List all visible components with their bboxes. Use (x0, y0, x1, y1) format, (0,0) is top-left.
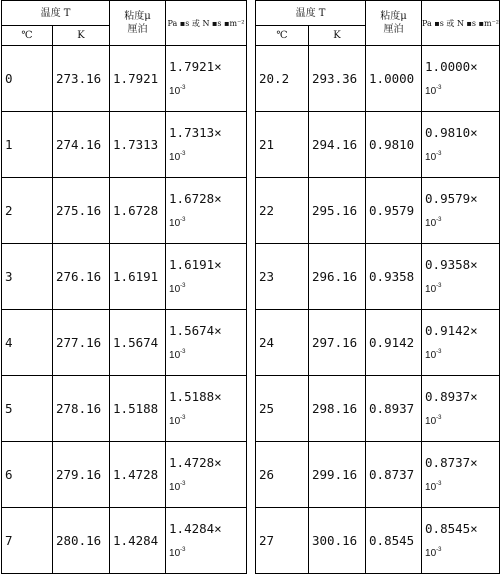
temperature-header: 温度 T (2, 1, 110, 26)
viscosity-cell: 0.8545 (366, 508, 422, 574)
celsius-cell: 4 (2, 310, 53, 376)
exponent-base: 10 (425, 349, 437, 361)
si-mantissa: 0.9358× (425, 256, 478, 272)
viscosity-unit: 厘泊 (383, 24, 404, 35)
si-exponent (166, 276, 246, 300)
si-value-cell (422, 178, 500, 244)
si-value-cell (166, 112, 247, 178)
si-value-cell (422, 112, 500, 178)
si-mantissa: 0.8937× (425, 388, 478, 404)
si-mantissa: 1.4284× (169, 520, 222, 536)
exponent-base: 10 (169, 151, 181, 163)
table-row (256, 244, 500, 310)
viscosity-cell: 0.9810 (366, 112, 422, 178)
exponent-base: 10 (169, 547, 181, 559)
viscosity-cell: 1.5188 (110, 376, 166, 442)
si-mantissa: 0.9579× (425, 190, 478, 206)
left-table-body (2, 46, 247, 574)
table-row (256, 46, 500, 112)
celsius-cell: 22 (256, 178, 309, 244)
si-mantissa: 1.0000× (425, 58, 478, 74)
kelvin-cell: 298.16 (309, 376, 366, 442)
kelvin-cell: 294.16 (309, 112, 366, 178)
si-mantissa: 0.8737× (425, 454, 478, 470)
table-row (2, 310, 247, 376)
si-value-cell (166, 244, 247, 310)
viscosity-cell: 1.6728 (110, 178, 166, 244)
viscosity-cell: 0.9358 (366, 244, 422, 310)
exponent-base: 10 (169, 85, 181, 97)
celsius-cell: 21 (256, 112, 309, 178)
table-row (2, 376, 247, 442)
exponent-base: 10 (425, 547, 437, 559)
viscosity-unit: 厘泊 (127, 24, 148, 35)
viscosity-cell: 0.9579 (366, 178, 422, 244)
kelvin-cell: 274.16 (53, 112, 110, 178)
si-mantissa: 1.6191× (169, 256, 222, 272)
si-exponent (422, 408, 499, 432)
si-mantissa: 1.5674× (169, 322, 222, 338)
celsius-header: ℃ (256, 26, 309, 46)
si-exponent (166, 342, 246, 366)
celsius-cell: 1 (2, 112, 53, 178)
si-unit-header: Pa ▪s 或 N ▪s ▪m⁻² (422, 1, 500, 46)
si-mantissa: 0.9142× (425, 322, 478, 338)
exponent-power: -3 (180, 348, 186, 355)
exponent-power: -3 (180, 546, 186, 553)
si-exponent (422, 540, 499, 564)
celsius-cell: 7 (2, 508, 53, 574)
kelvin-cell: 273.16 (53, 46, 110, 112)
kelvin-cell: 295.16 (309, 178, 366, 244)
si-mantissa: 0.8545× (425, 520, 478, 536)
si-mantissa: 1.4728× (169, 454, 222, 470)
si-value-cell (166, 46, 247, 112)
celsius-cell: 25 (256, 376, 309, 442)
si-unit-header: Pa ▪s 或 N ▪s ▪m⁻² (166, 1, 247, 46)
exponent-power: -3 (436, 150, 442, 157)
si-value-cell (422, 442, 500, 508)
exponent-power: -3 (436, 282, 442, 289)
kelvin-cell: 277.16 (53, 310, 110, 376)
viscosity-table-left (1, 0, 247, 574)
exponent-base: 10 (425, 85, 437, 97)
kelvin-header: K (309, 26, 366, 46)
right-table-body (256, 46, 500, 574)
viscosity-table-right (255, 0, 500, 574)
si-mantissa: 1.7921× (169, 58, 222, 74)
si-mantissa: 1.7313× (169, 124, 222, 140)
kelvin-cell: 300.16 (309, 508, 366, 574)
si-value-cell (166, 508, 247, 574)
exponent-base: 10 (425, 415, 437, 427)
viscosity-cell: 1.6191 (110, 244, 166, 310)
celsius-cell: 6 (2, 442, 53, 508)
si-value-cell (422, 376, 500, 442)
si-exponent (422, 474, 499, 498)
table-row (2, 46, 247, 112)
kelvin-cell: 297.16 (309, 310, 366, 376)
exponent-base: 10 (425, 283, 437, 295)
exponent-power: -3 (436, 546, 442, 553)
celsius-cell: 0 (2, 46, 53, 112)
si-value-cell (422, 46, 500, 112)
viscosity-label: 粘度μ (124, 11, 151, 22)
si-exponent (166, 408, 246, 432)
kelvin-cell: 296.16 (309, 244, 366, 310)
exponent-base: 10 (169, 415, 181, 427)
table-row (256, 310, 500, 376)
viscosity-header (110, 1, 166, 46)
celsius-header: ℃ (2, 26, 53, 46)
kelvin-cell: 275.16 (53, 178, 110, 244)
table-row (2, 178, 247, 244)
viscosity-cell: 1.4728 (110, 442, 166, 508)
celsius-cell: 26 (256, 442, 309, 508)
table-row (256, 376, 500, 442)
exponent-base: 10 (169, 283, 181, 295)
exponent-base: 10 (425, 151, 437, 163)
si-exponent (422, 342, 499, 366)
si-exponent (166, 78, 246, 102)
table-row (2, 442, 247, 508)
table-row (256, 178, 500, 244)
exponent-power: -3 (180, 414, 186, 421)
exponent-base: 10 (169, 349, 181, 361)
si-value-cell (166, 178, 247, 244)
exponent-power: -3 (180, 84, 186, 91)
si-exponent (166, 144, 246, 168)
viscosity-cell: 0.9142 (366, 310, 422, 376)
si-mantissa: 0.9810× (425, 124, 478, 140)
table-row (2, 112, 247, 178)
si-exponent (166, 540, 246, 564)
si-value-cell (166, 310, 247, 376)
exponent-power: -3 (180, 150, 186, 157)
viscosity-cell: 1.4284 (110, 508, 166, 574)
exponent-power: -3 (436, 216, 442, 223)
si-exponent (422, 78, 499, 102)
celsius-cell: 27 (256, 508, 309, 574)
exponent-power: -3 (180, 216, 186, 223)
si-mantissa: 1.6728× (169, 190, 222, 206)
viscosity-cell: 0.8937 (366, 376, 422, 442)
kelvin-cell: 293.36 (309, 46, 366, 112)
exponent-base: 10 (425, 481, 437, 493)
viscosity-cell: 0.8737 (366, 442, 422, 508)
viscosity-cell: 1.0000 (366, 46, 422, 112)
kelvin-cell: 280.16 (53, 508, 110, 574)
temperature-header: 温度 T (256, 1, 366, 26)
kelvin-cell: 278.16 (53, 376, 110, 442)
viscosity-cell: 1.5674 (110, 310, 166, 376)
table-row (2, 244, 247, 310)
viscosity-header (366, 1, 422, 46)
table-row (256, 112, 500, 178)
exponent-base: 10 (169, 217, 181, 229)
si-value-cell (166, 376, 247, 442)
celsius-cell: 20.2 (256, 46, 309, 112)
exponent-power: -3 (436, 84, 442, 91)
viscosity-cell: 1.7313 (110, 112, 166, 178)
kelvin-header: K (53, 26, 110, 46)
si-exponent (422, 144, 499, 168)
si-exponent (166, 210, 246, 234)
table-row (256, 508, 500, 574)
viscosity-label: 粘度μ (380, 11, 407, 22)
si-value-cell (422, 310, 500, 376)
si-value-cell (166, 442, 247, 508)
si-value-cell (422, 244, 500, 310)
exponent-power: -3 (436, 348, 442, 355)
celsius-cell: 2 (2, 178, 53, 244)
kelvin-cell: 279.16 (53, 442, 110, 508)
table-row (256, 442, 500, 508)
exponent-power: -3 (436, 480, 442, 487)
exponent-power: -3 (180, 282, 186, 289)
viscosity-cell: 1.7921 (110, 46, 166, 112)
si-exponent (422, 210, 499, 234)
exponent-base: 10 (169, 481, 181, 493)
exponent-power: -3 (180, 480, 186, 487)
kelvin-cell: 276.16 (53, 244, 110, 310)
celsius-cell: 23 (256, 244, 309, 310)
si-exponent (166, 474, 246, 498)
celsius-cell: 5 (2, 376, 53, 442)
celsius-cell: 3 (2, 244, 53, 310)
kelvin-cell: 299.16 (309, 442, 366, 508)
si-mantissa: 1.5188× (169, 388, 222, 404)
exponent-base: 10 (425, 217, 437, 229)
si-exponent (422, 276, 499, 300)
celsius-cell: 24 (256, 310, 309, 376)
table-row (2, 508, 247, 574)
exponent-power: -3 (436, 414, 442, 421)
si-value-cell (422, 508, 500, 574)
